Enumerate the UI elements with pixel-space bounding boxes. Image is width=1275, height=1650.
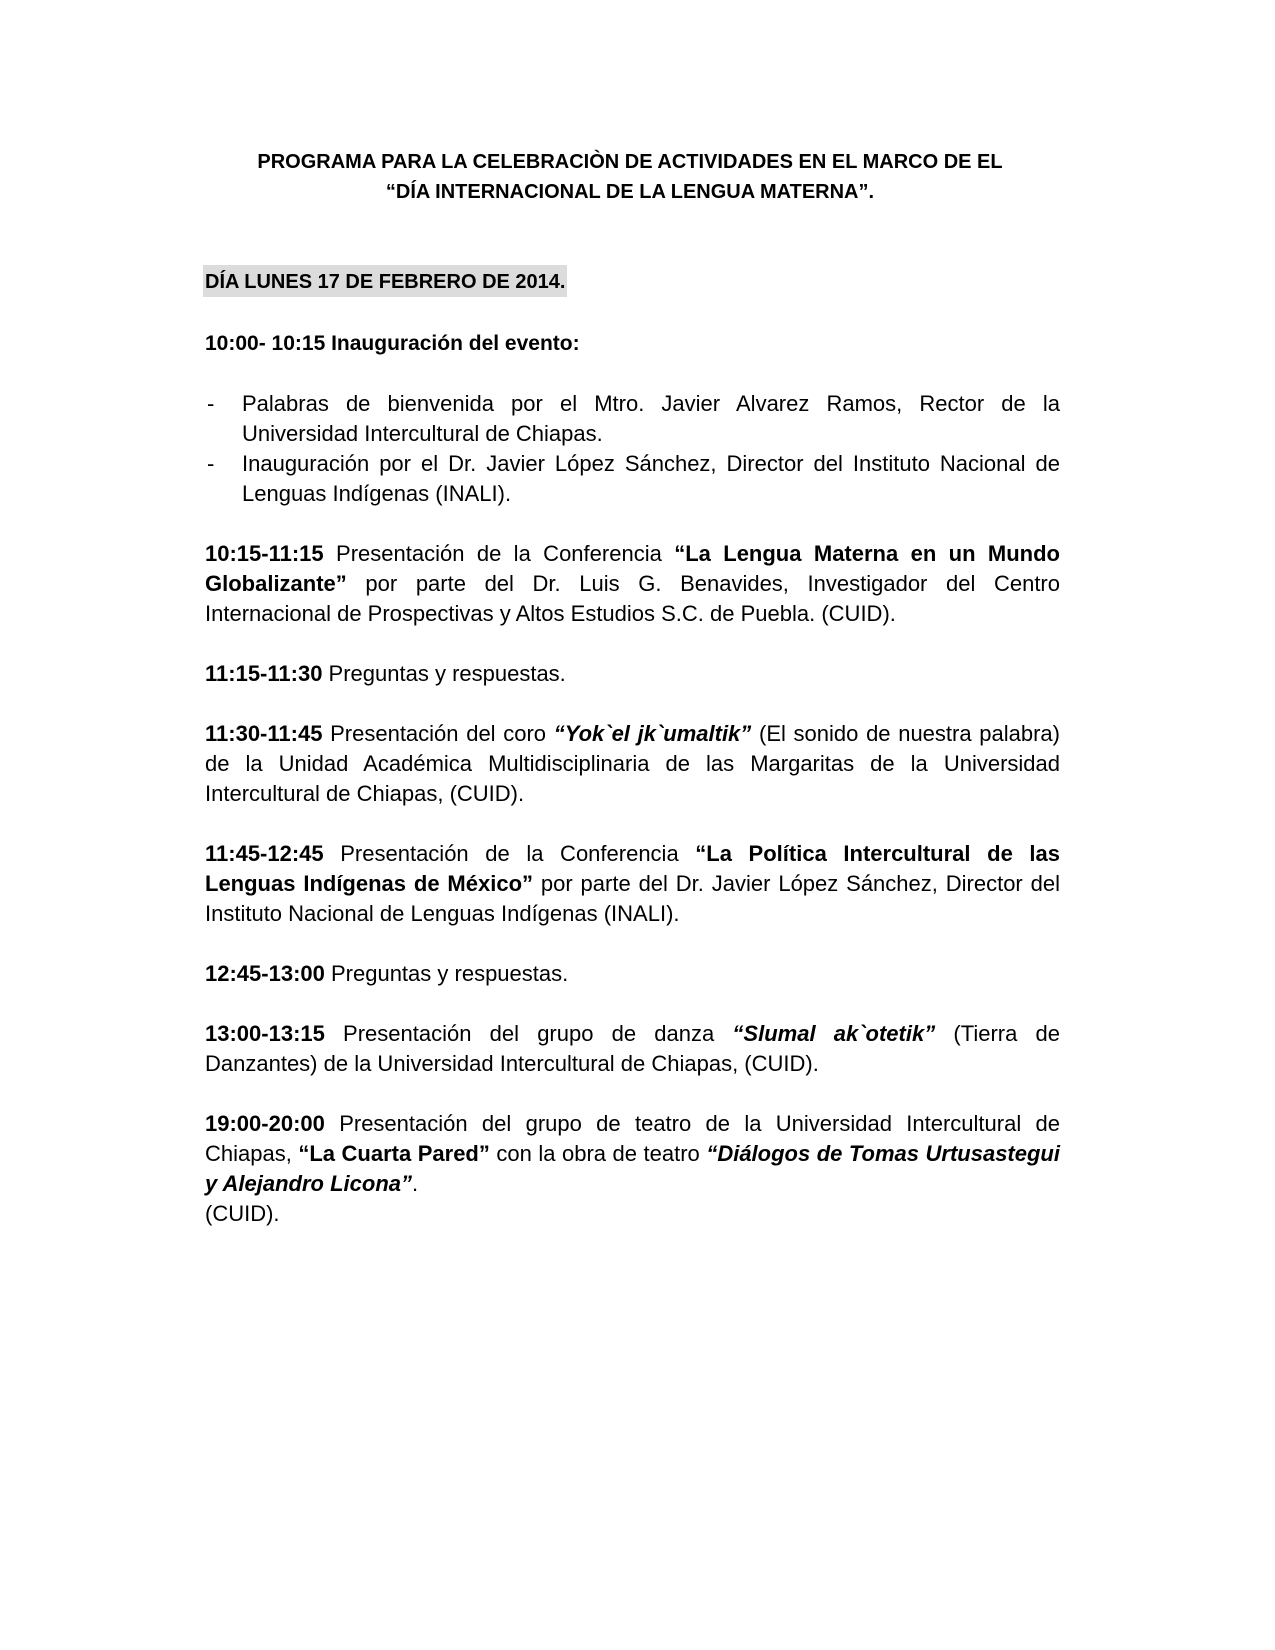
item-time: 10:15-11:15 — [205, 541, 324, 566]
bullet-marker: - — [207, 391, 215, 416]
opening-bullet-list — [205, 389, 1060, 509]
item-time: 11:15-11:30 — [205, 661, 323, 686]
item-text: (El sonido de nuestra palabra) de la Unidad Académica Multidisciplinaria de las Margaritas de la Universidad Intercultural de Chiapas, (CUID). — [205, 721, 1060, 806]
list-item — [205, 449, 1060, 509]
item-emphasis: “La Política Intercultural de las Lenguas Indígenas de México” — [205, 841, 1060, 896]
document-title — [200, 147, 1060, 207]
item-text: . — [412, 1171, 419, 1196]
item-text: Presentación de la Conferencia — [323, 841, 696, 866]
item-emphasis: “La Cuarta Pared” — [298, 1141, 490, 1166]
item-emphasis-2: “Diálogos de Tomas Urtusastegui y Alejandro Licona” — [205, 1141, 1060, 1196]
item-emphasis: “Slumal ak`otetik” — [732, 1021, 936, 1046]
title-line-1: PROGRAMA PARA LA CELEBRACIÒN DE ACTIVIDADES EN EL MARCO DE EL — [257, 151, 1003, 173]
item-text: Presentación del grupo de teatro de la Universidad Intercultural de Chiapas, — [205, 1111, 1060, 1166]
program-item-dance — [205, 1019, 1060, 1079]
item-time: 11:45-12:45 — [205, 841, 324, 866]
program-item-choir — [205, 719, 1060, 809]
item-time: 12:45-13:00 — [205, 961, 325, 986]
opening-time-heading: 10:00- 10:15 Inauguración del evento: — [205, 332, 580, 355]
item-emphasis: “Yok`el jk`umaltik” — [553, 721, 752, 746]
item-time: 19:00-20:00 — [205, 1111, 325, 1136]
item-emphasis: “La Lengua Materna en un Mundo Globalizante” — [205, 541, 1060, 596]
bullet-marker: - — [207, 451, 215, 476]
item-text: por parte del Dr. Luis G. Benavides, Investigador del Centro Internacional de Prospectivas y Altos Estudios S.C. de Puebla. (CUID). — [205, 571, 1060, 626]
day-heading: DÍA LUNES 17 DE FEBRERO DE 2014. — [203, 265, 567, 297]
program-item-theatre — [205, 1109, 1060, 1229]
list-item — [205, 389, 1060, 449]
program-content — [205, 329, 1060, 1259]
item-text: Preguntas y respuestas. — [324, 961, 569, 986]
item-time: 11:30-11:45 — [205, 721, 323, 746]
program-item-qa-1 — [205, 659, 1060, 689]
item-text: (Tierra de Danzantes) de la Universidad Intercultural de Chiapas, (CUID). — [205, 1021, 1061, 1076]
item-text: Presentación de la Conferencia — [323, 541, 675, 566]
item-tail: (CUID). — [205, 1201, 280, 1226]
item-text: por parte del Dr. Javier López Sánchez, Director del Instituto Nacional de Lenguas Indígenas (INALI). — [205, 871, 1060, 926]
item-text: Presentación del coro — [322, 721, 554, 746]
bullet-text: Inauguración por el Dr. Javier López Sánchez, Director del Instituto Nacional de Lenguas Indígenas (INALI). — [242, 451, 1060, 506]
program-item-conference-1 — [205, 539, 1060, 629]
item-time: 13:00-13:15 — [205, 1021, 325, 1046]
item-text: Presentación del grupo de danza — [324, 1021, 733, 1046]
program-item-conference-2 — [205, 839, 1060, 929]
program-item-qa-2 — [205, 959, 1060, 989]
item-text: con la obra de teatro — [489, 1141, 707, 1166]
item-text: Preguntas y respuestas. — [322, 661, 566, 686]
title-line-2: “DÍA INTERNACIONAL DE LA LENGUA MATERNA”. — [385, 181, 875, 203]
bullet-text: Palabras de bienvenida por el Mtro. Javier Alvarez Ramos, Rector de la Universidad Intercultural de Chiapas. — [242, 391, 1060, 446]
